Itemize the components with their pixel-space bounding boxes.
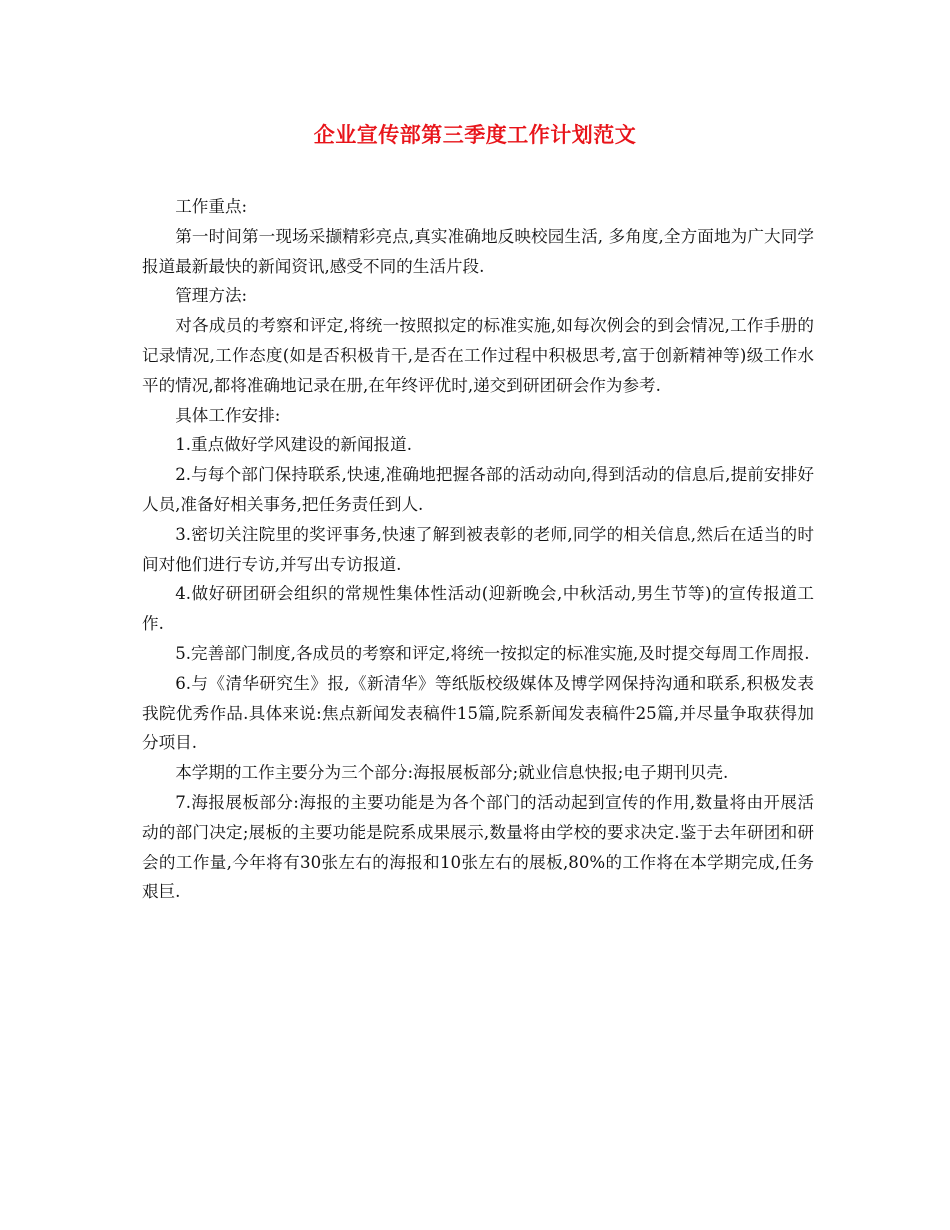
paragraph-work-focus: 第一时间第一现场采撷精彩亮点,真实准确地反映校园生活, 多角度,全方面地为广大同学报道最新最快的新闻资讯,感受不同的生活片段. <box>142 226 814 276</box>
heading-work-arrangement: 具体工作安排: <box>175 405 281 425</box>
list-item-7: 7.海报展板部分:海报的主要功能是为各个部门的活动起到宣传的作用,数量将由开展活动的部门决定;展板的主要功能是院系成果展示,数量将由学校的要求决定.鉴于去年研团和研会的工作量,今年将有30张左右的海报和10张左右的展板,80%的工作将在本学期完成,任务艰巨. <box>142 792 814 902</box>
list-item-4: 4.做好研团研会组织的常规性集体性活动(迎新晚会,中秋活动,男生节等)的宣传报道工作. <box>142 584 814 634</box>
paragraph-management-method: 对各成员的考察和评定,将统一按照拟定的标准实施,如每次例会的到会情况,工作手册的记录情况,工作态度(如是否积极肯干,是否在工作过程中积极思考,富于创新精神等)级工作水平的情况,都将准确地记录在册,在年终评优时,递交到研团研会作为参考. <box>142 316 814 395</box>
document-title: 企业宣传部第三季度工作计划范文 <box>313 122 637 147</box>
heading-management-method: 管理方法: <box>175 286 248 306</box>
list-item-5: 5.完善部门制度,各成员的考察和评定,将统一按拟定的标准实施,及时提交每周工作周报. <box>175 643 810 663</box>
list-item-2: 2.与每个部门保持联系,快速,准确地把握各部的活动动向,得到活动的信息后,提前安排好人员,准备好相关事务,把任务责任到人. <box>142 465 814 514</box>
list-item-6: 6.与《清华研究生》报,《新清华》等纸版校级媒体及博学网保持沟通和联系,积极发表我院优秀作品.具体来说:焦点新闻发表稿件15篇,院系新闻发表稿件25篇,并尽量争取获得加分项目. <box>142 673 814 753</box>
paragraph-semester-parts: 本学期的工作主要分为三个部分:海报展板部分;就业信息快报;电子期刊贝壳. <box>175 763 729 783</box>
list-item-3: 3.密切关注院里的奖评事务,快速了解到被表彰的老师,同学的相关信息,然后在适当的时间对他们进行专访,并写出专访报道. <box>142 524 814 574</box>
heading-work-focus: 工作重点: <box>175 197 248 216</box>
list-item-1: 1.重点做好学风建设的新闻报道. <box>175 435 413 455</box>
document-body <box>142 192 814 907</box>
